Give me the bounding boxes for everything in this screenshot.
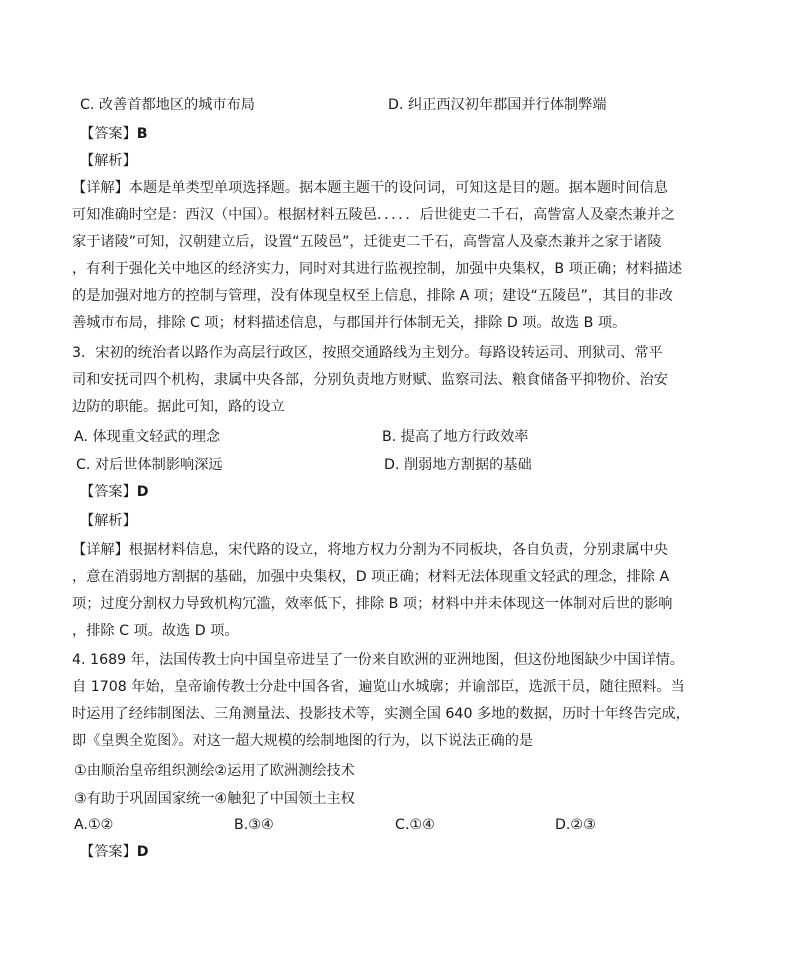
q2-detail-line: 可知准确时空是：西汉（中国）。根据材料五陵邑．．．．．后世徙吏二千石，高訾富人及豪杰兼并之	[72, 207, 675, 223]
q4-option-c: C.①④	[395, 817, 435, 833]
q3-detail-line: 【详解】根据材料信息，宋代路的设立，将地方权力分割为不同板块，各自负责，分别隶属中央	[72, 542, 668, 558]
q2-detail-line: ，有利于强化关中地区的经济实力，同时对其进行监视控制，加强中央集权，B 项正确；材料描述	[72, 261, 683, 277]
q2-answer	[80, 124, 148, 144]
q4-statements-line: ①由顺治皇帝组织测绘②运用了欧洲测绘技术	[74, 763, 355, 779]
q3-answer	[80, 482, 149, 502]
answer-label: 【答案】	[80, 484, 137, 500]
q2-option-d: D. 纠正西汉初年郡国并行体制弊端	[388, 97, 607, 113]
answer-value: B	[136, 126, 148, 142]
q3-stem-line: 3．宋初的统治者以路作为高层行政区，按照交通路线为主划分。每路设转运司、刑狱司、常平	[72, 345, 663, 361]
q3-option-a: A. 体现重文轻武的理念	[74, 429, 221, 445]
q3-analysis-label: 【解析】	[80, 513, 137, 529]
q4-stem-line: 自 1708 年始，皇帝谕传教士分赴中国各省，遍览山水城廓；并谕部臣，选派干员，随往照料。当	[72, 679, 685, 695]
q3-option-b: B. 提高了地方行政效率	[382, 429, 529, 445]
q4-stem-line: 4. 1689 年，法国传教士向中国皇帝进呈了一份来自欧洲的亚洲地图，但这份地图缺少中国详情。	[72, 652, 684, 668]
answer-value: D	[136, 844, 149, 860]
answer-value: D	[136, 484, 149, 500]
q3-detail-line: ，排除 C 项。故选 D 项。	[72, 623, 239, 639]
q3-stem-line: 边防的职能。据此可知，路的设立	[72, 399, 285, 415]
q4-stem-line: 即《皇舆全览图》。对这一超大规模的绘制地图的行为，以下说法正确的是	[72, 733, 534, 749]
q4-option-b: B.③④	[234, 817, 274, 833]
q3-option-d: D. 削弱地方割据的基础	[384, 457, 532, 473]
q2-detail-line: 善城市布局，排除 C 项；材料描述信息，与郡国并行体制无关，排除 D 项。故选 B 项。	[72, 315, 627, 331]
q3-option-c: C. 对后世体制影响深远	[76, 457, 223, 473]
q2-detail-line: 的是加强对地方的控制与管理，没有体现皇权至上信息，排除 A 项；建设“五陵邑”，其目的非改	[72, 288, 673, 304]
q4-option-d: D.②③	[555, 817, 596, 833]
q3-detail-line: ，意在消弱地方割据的基础，加强中央集权，D 项正确；材料无法体现重文轻武的理念，排除 A	[72, 569, 670, 585]
q2-option-c: C. 改善首都地区的城市布局	[80, 97, 255, 113]
q4-statements-line: ③有助于巩固国家统一④触犯了中国领土主权	[74, 791, 355, 807]
q2-detail-line: 【详解】本题是单类型单项选择题。据本题主题干的设问词，可知这是目的题。据本题时间信息	[72, 180, 668, 196]
q3-stem-line: 司和安抚司四个机构，隶属中央各部，分别负责地方财赋、监察司法、粮食储备平抑物价、治安	[72, 372, 668, 388]
q2-analysis-label: 【解析】	[80, 153, 137, 169]
q4-answer	[80, 842, 149, 862]
answer-label: 【答案】	[80, 844, 137, 860]
q2-detail-line: 家于诸陵”可知，汉朝建立后，设置“五陵邑”，迁徙吏二千石，高訾富人及豪杰兼并之家于诸陵	[72, 234, 662, 250]
q3-detail-line: 项；过度分割权力导致机构冗滥，效率低下，排除 B 项；材料中并未体现这一体制对后世的影响	[72, 596, 673, 612]
answer-label: 【答案】	[80, 126, 137, 142]
q4-option-a: A.①②	[74, 817, 114, 833]
q4-stem-line: 时运用了经纬制图法、三角测量法、投影技术等，实测全国 640 多地的数据，历时十年终告完成，	[72, 706, 690, 722]
